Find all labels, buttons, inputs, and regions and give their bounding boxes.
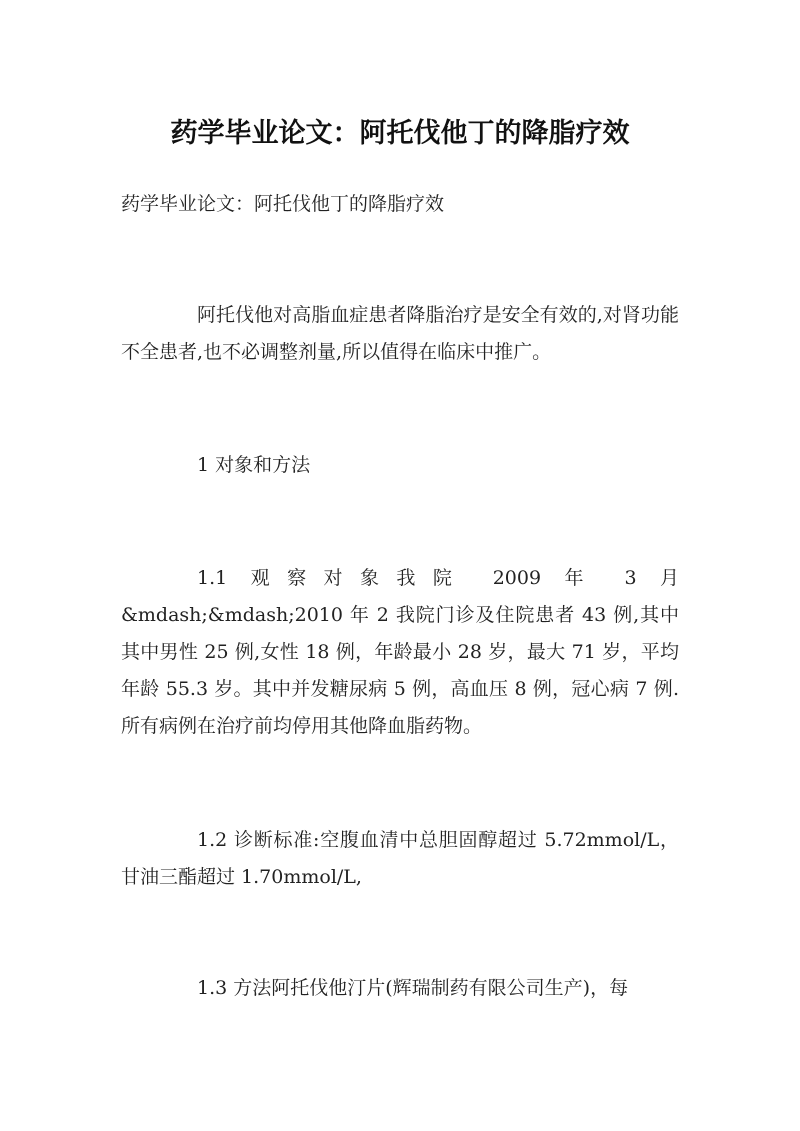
intro-paragraph: 阿托伐他对高脂血症患者降脂治疗是安全有效的,对肾功能不全患者,也不必调整剂量,所以值得在临床中推广。 [121,304,679,363]
document-title: 药学毕业论文：阿托伐他丁的降脂疗效 [170,118,630,150]
section-1-2-paragraph: 1.2 诊断标准:空腹血清中总胆固醇超过 5.72mmol/L，甘油三酯超过 1.70mmol/L, [121,829,679,888]
document-subtitle: 药学毕业论文：阿托伐他丁的降脂疗效 [121,193,445,215]
section-1-1-paragraph: 1.1 观察对象我院 2009 年 3 月&mdash;&mdash;2010 年 2 我院门诊及住院患者 43 例,其中其中男性 25 例,女性 18 例，年龄最小 28 岁，最大 71 岁，平均年龄 55.3 岁。其中并发糖尿病 5 例，高血压 8 例，冠心病 7 例.所有病例在治疗前均停用其他降血脂药物。 [121,567,679,737]
section-1-3-paragraph: 1.3 方法阿托伐他汀片(辉瑞制药有限公司生产)，每 [197,977,629,999]
section-heading: 1 对象和方法 [197,454,311,476]
